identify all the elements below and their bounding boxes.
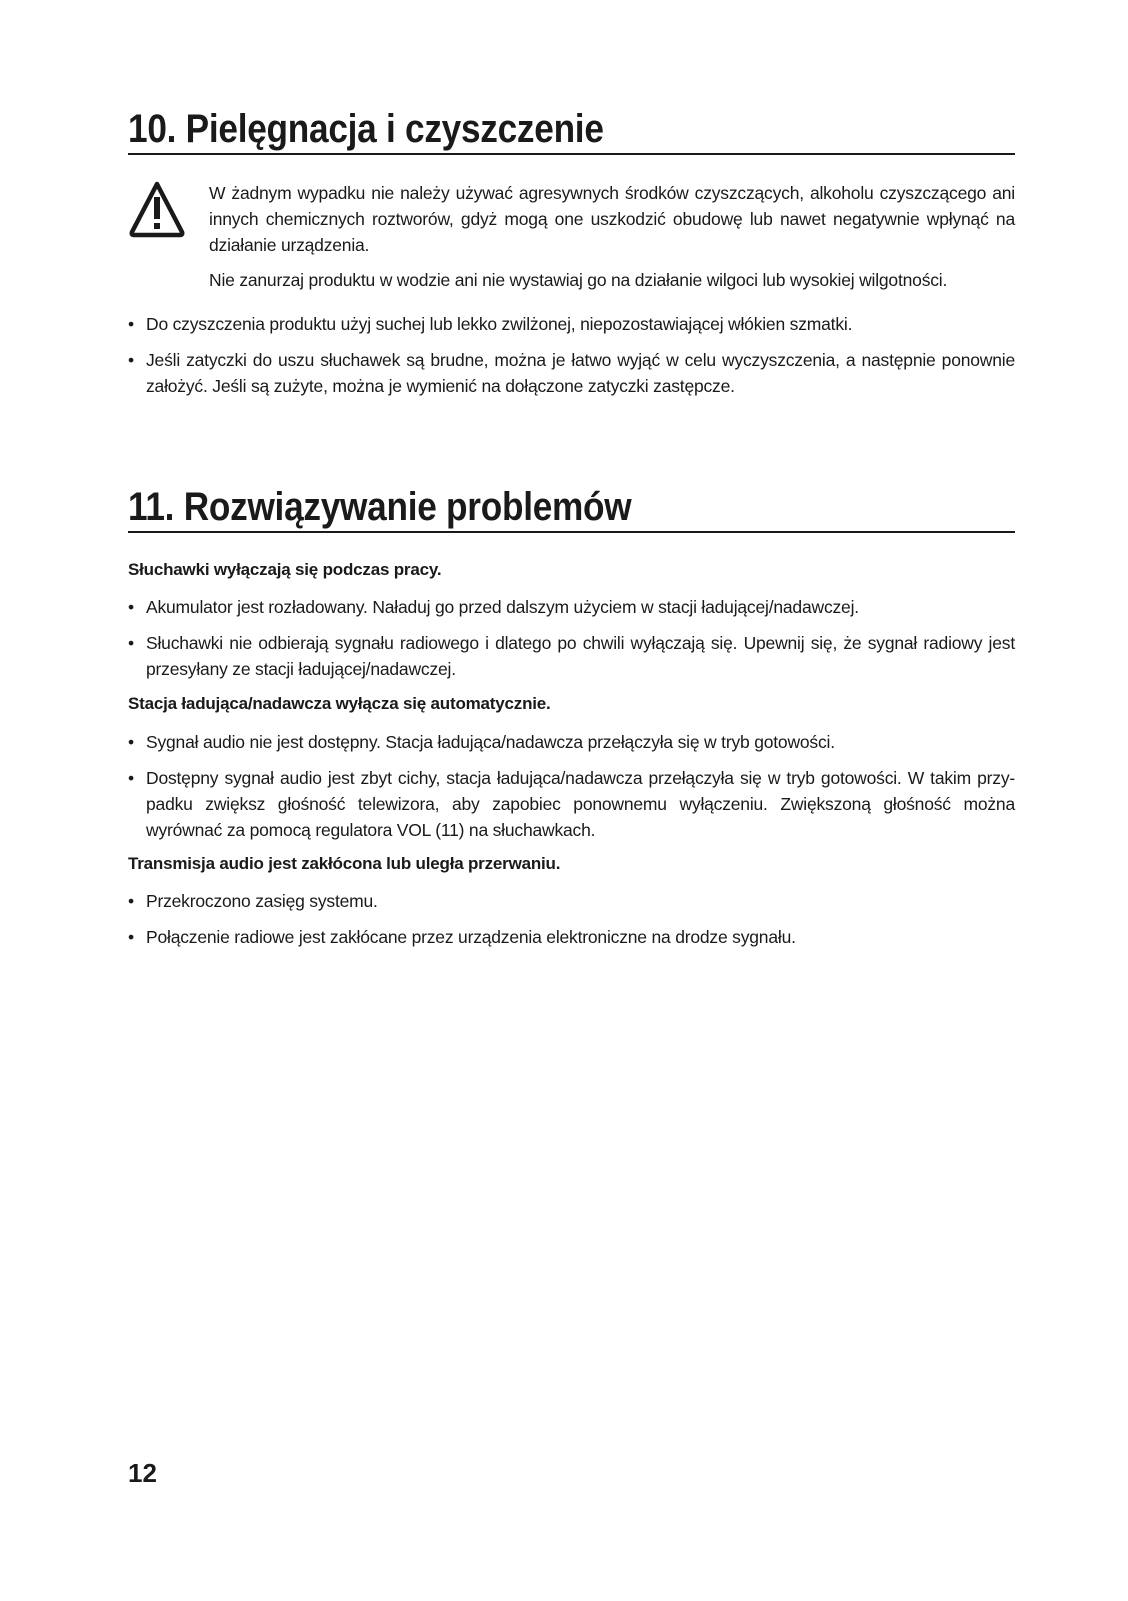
cleaning-bullet-list [128, 311, 1015, 409]
list-item: • Przekroczono zasięg systemu. [128, 888, 1015, 914]
troubleshooting-list-3 [128, 888, 1015, 960]
warning-paragraph-1: W żadnym wypadku nie należy używać agresywnych środków czyszczących, alkoholu czyszczącego ani innych chemicznych roztworów, gdyż mogą one uszkodzić obudowę lub nawet negatywnie wpłynąć na działanie urządzenia. [209, 183, 1015, 255]
troubleshooting-list-2 [128, 729, 1015, 853]
warning-triangle-icon [128, 180, 186, 238]
list-item: • Słuchawki nie odbierają sygnału radiowego i dlatego po chwili wyłączają się. Upewnij się, że sygnał radiowy jest przesyłany ze stacji ładującej/nadawczej. [128, 630, 1015, 682]
list-item: • Do czyszczenia produktu użyj suchej lub lekko zwilżonej, niepozostawiającej włókien szmatki. [128, 311, 1015, 337]
warning-paragraph-2: Nie zanurzaj produktu w wodzie ani nie wystawiaj go na działanie wilgoci lub wysokiej wilgotności. [209, 270, 948, 290]
section-11-divider [128, 531, 1015, 533]
troubleshooting-heading-1: Słuchawki wyłączają się podczas pracy. [128, 560, 442, 579]
section-10-title: 10. Pielęgnacja i czyszczenie [128, 107, 604, 151]
page-number: 12 [128, 1458, 157, 1488]
list-item: • Sygnał audio nie jest dostępny. Stacja ładująca/nadawcza przełączyła się w tryb gotowości. [128, 729, 1015, 755]
list-item: • Połączenie radiowe jest zakłócane przez urządzenia elektroniczne na drodze sygnału. [128, 924, 1015, 950]
list-item: • Akumulator jest rozładowany. Naładuj go przed dalszym użyciem w stacji ładującej/nadawczej. [128, 594, 1015, 620]
section-11-title: 11. Rozwiązywanie problemów [128, 485, 632, 529]
list-item: • Jeśli zatyczki do uszu słuchawek są brudne, można je łatwo wyjąć w celu wyczyszczenia, a następnie ponownie założyć. Jeśli są zużyte, można je wymienić na dołączone zatyczki zastępcze. [128, 347, 1015, 399]
troubleshooting-list-1 [128, 594, 1015, 692]
list-item: • Dostępny sygnał audio jest zbyt cichy, stacja ładująca/nadawcza przełączyła się w tryb gotowości. W takim przy-padku zwiększ głośność telewizora, aby zapobiec ponownemu wyłączeniu. Zwiększoną głośność można wyrównać za pomocą regulatora VOL (11) na słuchawkach. [128, 765, 1015, 843]
troubleshooting-heading-2: Stacja ładująca/nadawcza wyłącza się automatycznie. [128, 694, 551, 713]
troubleshooting-heading-3: Transmisja audio jest zakłócona lub uległa przerwaniu. [128, 854, 561, 873]
section-10-divider [128, 153, 1015, 155]
